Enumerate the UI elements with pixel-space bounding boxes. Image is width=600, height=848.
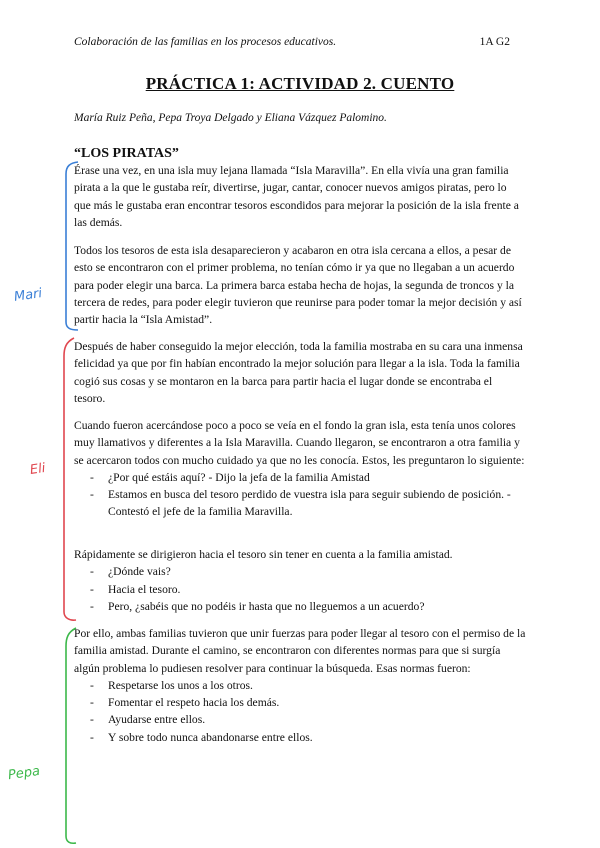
paragraph-1: Érase una vez, en una isla muy lejana llamada “Isla Maravilla”. En ella vivía una gran familia pirata a la que le gustaba reír, divertirse, jugar, cantar, conocer nuevos amigos piratas, pero lo que más le gustaba eran encontrar tesoros escondidos para mejorar la posición de la isla frente a las demás. [74, 164, 519, 229]
pepa-bracket [66, 628, 76, 843]
dialogue-line: - Pero, ¿sabéis que no podéis ir hasta que no lleguemos a un acuerdo? [74, 598, 526, 615]
annotation-eli: Eli [29, 460, 47, 479]
rule-item: - Y sobre todo nunca abandonarse entre ellos. [74, 729, 526, 746]
paragraph-4: Cuando fueron acercándose poco a poco se veía en el fondo la gran isla, esta tenía unos colores muy llamativos y diferentes a la Isla Maravilla. Cuando llegaron, se encontraron a otra familia y se acercaron todos con mucho cuidado ya que no les conocía. Estos, les preguntaron lo siguiente: - ¿Por qué estáis aquí? - Dijo la jefa de la familia Amistad - Estamos en busca del tesoro perdido de vuestra isla para seguir subiendo de posición. - Contestó el jefe de la familia Maravilla. [74, 417, 526, 521]
rule-item: - Ayudarse entre ellos. [74, 711, 526, 728]
rule-item: - Fomentar el respeto hacia los demás. [74, 694, 526, 711]
group-label: 1A G2 [479, 36, 510, 48]
dialogue-line: - Hacia el tesoro. [74, 581, 526, 598]
annotation-mari: Mari [13, 286, 44, 305]
page-title: PRÁCTICA 1: ACTIVIDAD 2. CUENTO [145, 74, 455, 93]
paragraph-2: Todos los tesoros de esta isla desaparecieron y acabaron en otra isla cercana a ellos, a pesar de esto se encontraron con el primer problema, no tenían cómo ir ya que no llegaban a un acuerdo para poder elegir una barca. La primera barca estaba hecha de hojas, la segunda de troncos y la tercera de redes, para poder elegir tuvieron que reunirse para poder tomar la mejor decisión y así partir hacia la “Isla Amistad”. [74, 244, 522, 327]
eli-bracket [64, 338, 76, 620]
story-title: “LOS PIRATAS” [74, 146, 179, 161]
course-name: Colaboración de las familias en los procesos educativos. [74, 36, 337, 48]
rule-item: - Respetarse los unos a los otros. [74, 677, 526, 694]
dialogue-line: - ¿Dónde vais? [74, 563, 526, 580]
authors-line: María Ruiz Peña, Pepa Troya Delgado y Eliana Vázquez Palomino. [74, 112, 387, 124]
paragraph-6: Por ello, ambas familias tuvieron que unir fuerzas para poder llegar al tesoro con el permiso de la familia amistad. Durante el camino, se encontraron con diferentes normas para que si surgía algún problema lo pudiesen resolver para continuar la búsqueda. Esas normas fueron: - Respetarse los unos a los otros. - Fomentar el respeto hacia los demás. - Ayudarse entre ellos. - Y sobre todo nunca abandonarse entre ellos. [74, 625, 526, 746]
dialogue-line: - ¿Por qué estáis aquí? - Dijo la jefa de la familia Amistad [74, 469, 526, 486]
paragraph-3: Después de haber conseguido la mejor elección, toda la familia mostraba en su cara una inmensa felicidad ya que por fin habían encontrado la mejor solución para llegar a la isla. Toda la familia cogió sus cosas y se montaron en la barca para partir hacia el lugar donde se encontraba el tesoro. [74, 340, 523, 405]
paragraph-5: Rápidamente se dirigieron hacia el tesoro sin tener en cuenta a la familia amistad. - ¿Dónde vais? - Hacia el tesoro. - Pero, ¿sabéis que no podéis ir hasta que no lleguemos a un acuerdo? [74, 546, 526, 615]
dialogue-line: - Estamos en busca del tesoro perdido de vuestra isla para seguir subiendo de posición. - Contestó el jefe de la familia Maravilla. [74, 486, 526, 521]
mari-bracket [66, 162, 78, 330]
annotation-pepa: Pepa [7, 763, 41, 784]
